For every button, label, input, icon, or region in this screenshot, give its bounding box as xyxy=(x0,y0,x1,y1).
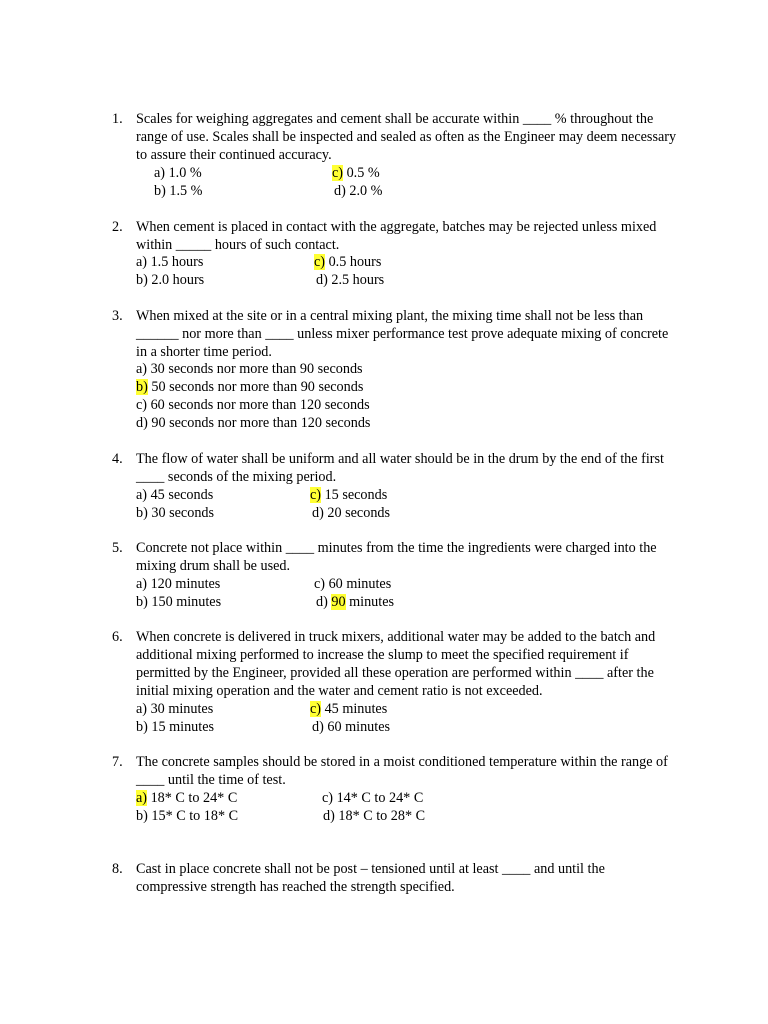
option-text: 18* C to 24* C xyxy=(147,790,238,806)
question-number: 8. xyxy=(112,861,123,877)
option-key: a) xyxy=(136,576,148,592)
option-c xyxy=(332,164,380,182)
option-key: b) xyxy=(136,808,148,824)
option-a xyxy=(154,164,202,182)
option-b xyxy=(136,718,214,736)
option-c xyxy=(314,253,381,271)
option-text: 20 seconds xyxy=(323,505,391,521)
option-text: 150 minutes xyxy=(147,594,222,610)
option-c xyxy=(314,575,391,593)
option-text: 50 seconds nor more than 90 seconds xyxy=(147,379,364,395)
option-text: 2.5 hours xyxy=(327,272,385,288)
option-text: 1.5 % xyxy=(165,183,203,199)
option-c xyxy=(136,396,370,414)
question-stem-line: mixing drum shall be used. xyxy=(136,558,291,574)
option-c xyxy=(310,486,387,504)
question-stem-line: When mixed at the site or in a central mixing plant, the mixing time shall not be less than xyxy=(136,308,644,324)
option-a xyxy=(136,360,363,378)
question-stem-line: in a shorter time period. xyxy=(136,344,272,360)
option-key: a) xyxy=(136,361,148,377)
option-key: b) xyxy=(136,379,148,395)
option-key: a) xyxy=(136,790,148,806)
option-text: 15 seconds xyxy=(321,487,388,503)
question-stem-line: within _____ hours of such contact. xyxy=(136,237,340,253)
option-key: b) xyxy=(136,272,148,288)
option-text: 120 minutes xyxy=(147,576,221,592)
option-text: 60 minutes xyxy=(325,576,392,592)
option-text: 18* C to 28* C xyxy=(334,808,426,824)
option-key: c) xyxy=(310,487,322,503)
option-a xyxy=(136,486,213,504)
question-number: 4. xyxy=(112,451,123,467)
question-stem-line: The flow of water shall be uniform and all water should be in the drum by the end of the first xyxy=(136,451,664,467)
question-stem-line: range of use. Scales shall be inspected and sealed as often as the Engineer may deem necessary xyxy=(136,129,677,145)
option-c xyxy=(322,789,423,807)
question-stem-line: compressive strength has reached the strength specified. xyxy=(136,879,455,895)
question-number: 5. xyxy=(112,540,123,556)
question-number: 6. xyxy=(112,629,123,645)
option-text: 90 seconds nor more than 120 seconds xyxy=(147,415,371,431)
option-b xyxy=(136,378,363,396)
option-text: 30 seconds xyxy=(147,505,215,521)
question-stem-line: additional mixing performed to increase the slump to meet the specified requirement if xyxy=(136,647,629,663)
option-key: d) xyxy=(136,415,148,431)
option-a xyxy=(136,789,237,807)
question-stem-line: The concrete samples should be stored in a moist conditioned temperature within the range of xyxy=(136,754,668,770)
option-a xyxy=(136,575,220,593)
option-text: 45 minutes xyxy=(321,701,388,717)
option-text: 2.0 hours xyxy=(147,272,205,288)
option-text: 15* C to 18* C xyxy=(147,808,239,824)
option-key: d) xyxy=(323,808,335,824)
option-text: 2.0 % xyxy=(345,183,383,199)
question-number: 7. xyxy=(112,754,123,770)
option-c xyxy=(310,700,387,718)
option-text: 0.5 % xyxy=(343,165,380,181)
option-key: c) xyxy=(314,576,326,592)
question-number: 2. xyxy=(112,219,123,235)
option-b xyxy=(136,593,221,611)
option-d xyxy=(316,593,394,611)
question-stem-line: permitted by the Engineer, provided all these operation are performed within ____ after the xyxy=(136,665,654,681)
option-key: b) xyxy=(154,183,166,199)
option-b xyxy=(154,182,202,200)
option-key: b) xyxy=(136,719,148,735)
option-key: d) xyxy=(334,183,346,199)
option-key: c) xyxy=(322,790,334,806)
option-text: 30 seconds nor more than 90 seconds xyxy=(147,361,363,377)
option-key: c) xyxy=(310,701,322,717)
option-key: a) xyxy=(154,165,166,181)
option-key: c) xyxy=(136,397,148,413)
question-number: 1. xyxy=(112,111,123,127)
question-number: 3. xyxy=(112,308,123,324)
option-text: 1.0 % xyxy=(165,165,202,181)
option-text: 45 seconds xyxy=(147,487,214,503)
option-d xyxy=(312,504,390,522)
question-stem-line: ____ seconds of the mixing period. xyxy=(136,469,337,485)
question-stem-line: Concrete not place within ____ minutes from the time the ingredients were charged into the xyxy=(136,540,657,556)
option-d xyxy=(323,807,425,825)
option-key: b) xyxy=(136,505,148,521)
option-d xyxy=(312,718,390,736)
option-text: 1.5 hours xyxy=(147,254,204,270)
option-a xyxy=(136,700,213,718)
option-text: 60 seconds nor more than 120 seconds xyxy=(147,397,370,413)
question-stem-line: initial mixing operation and the water and cement ratio is not exceeded. xyxy=(136,683,543,699)
option-d xyxy=(334,182,382,200)
option-key: a) xyxy=(136,701,148,717)
question-stem-line: When cement is placed in contact with the aggregate, batches may be rejected unless mixed xyxy=(136,219,657,235)
option-key: d) xyxy=(312,505,324,521)
option-key: c) xyxy=(332,165,344,181)
question-stem-line: to assure their continued accuracy. xyxy=(136,147,332,163)
option-text: 15 minutes xyxy=(147,719,215,735)
option-value: 90 xyxy=(331,594,346,610)
option-a xyxy=(136,253,203,271)
option-text: 14* C to 24* C xyxy=(333,790,424,806)
option-text: 0.5 hours xyxy=(325,254,382,270)
option-key: d) xyxy=(312,719,324,735)
question-stem-line: When concrete is delivered in truck mixers, additional water may be added to the batch and xyxy=(136,629,656,645)
question-stem-line: Cast in place concrete shall not be post – tensioned until at least ____ and until the xyxy=(136,861,605,877)
option-b xyxy=(136,504,214,522)
option-d xyxy=(316,271,384,289)
question-stem-line: ____ until the time of test. xyxy=(136,772,286,788)
option-key: c) xyxy=(314,254,326,270)
option-text: 30 minutes xyxy=(147,701,214,717)
option-key: a) xyxy=(136,254,148,270)
option-text: minutes xyxy=(345,594,395,610)
question-stem-line: ______ nor more than ____ unless mixer performance test prove adequate mixing of concrete xyxy=(136,326,669,342)
option-b xyxy=(136,271,204,289)
option-key: d) xyxy=(316,594,332,610)
question-stem-line: Scales for weighing aggregates and cement shall be accurate within ____ % throughout the xyxy=(136,111,654,127)
option-d xyxy=(136,414,370,432)
option-key: b) xyxy=(136,594,148,610)
option-b xyxy=(136,807,238,825)
option-key: d) xyxy=(316,272,328,288)
option-key: a) xyxy=(136,487,148,503)
option-text: 60 minutes xyxy=(323,719,391,735)
